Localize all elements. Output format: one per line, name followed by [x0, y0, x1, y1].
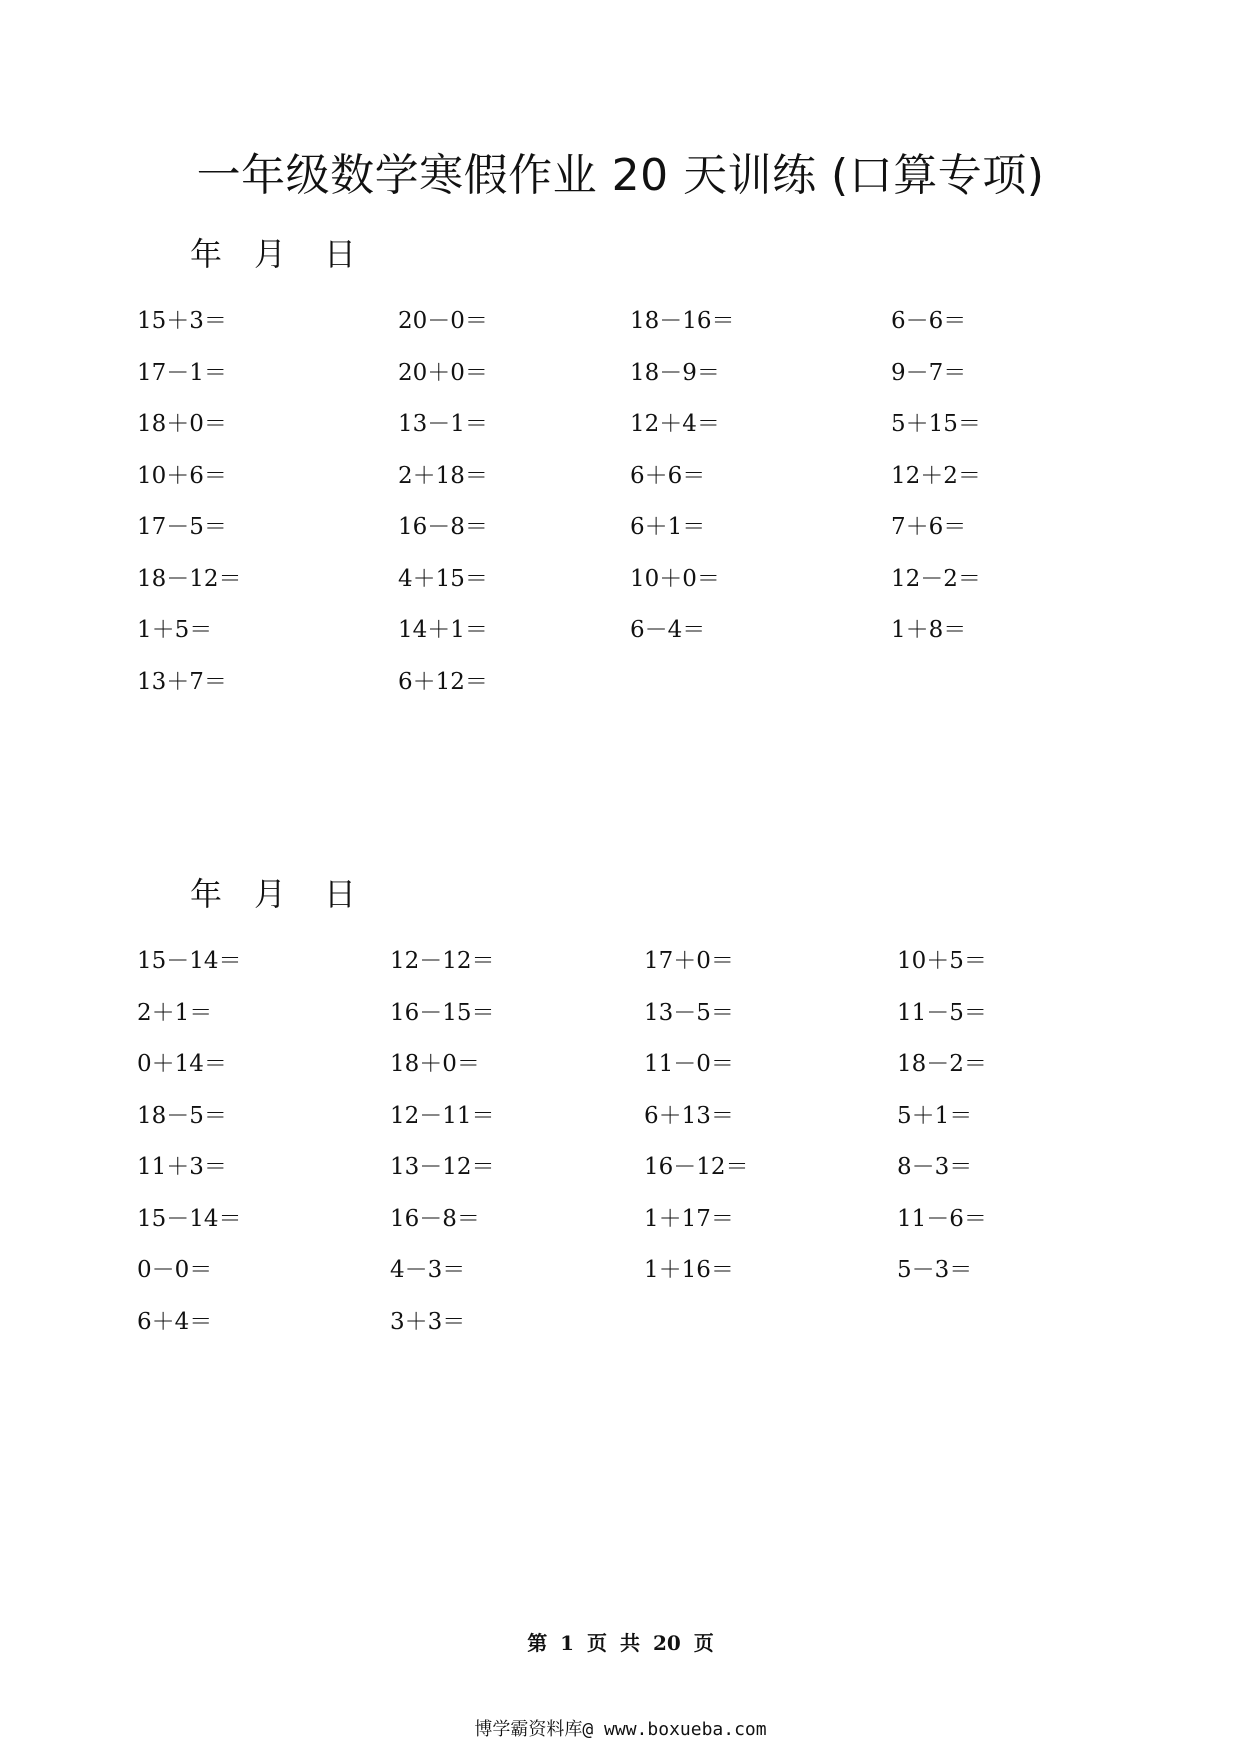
problem-item: 20＋0＝: [398, 359, 488, 386]
problem-item: 18＋0＝: [137, 411, 227, 437]
problem-item: 6＋1＝: [630, 514, 706, 540]
problem-item: 18＋0＝: [390, 1051, 480, 1077]
problem-item: 11－0＝: [644, 1051, 734, 1077]
day-label: 日: [324, 875, 357, 913]
problem-item: 15－14＝: [137, 1205, 242, 1232]
day-label: 日: [324, 235, 357, 273]
problem-item: 8－3＝: [897, 1154, 973, 1180]
month-label: 月: [254, 235, 287, 273]
problem-item: 17－5＝: [137, 514, 227, 540]
date-line: [190, 874, 356, 914]
problem-item: 1＋16＝: [644, 1257, 734, 1283]
problem-item: 0－0＝: [137, 1257, 213, 1283]
problem-item: 2＋18＝: [398, 462, 488, 489]
problem-item: 12－12＝: [390, 948, 495, 974]
problem-item: 20－0＝: [398, 308, 488, 334]
problem-item: 5＋1＝: [897, 1102, 973, 1129]
problem-item: 11＋3＝: [137, 1154, 227, 1180]
problem-item: 10＋6＝: [137, 462, 227, 489]
problem-item: 15－14＝: [137, 948, 242, 974]
problem-item: 18－5＝: [137, 1102, 227, 1129]
problem-item: 6＋13＝: [644, 1102, 734, 1129]
problem-item: 13－1＝: [398, 411, 488, 437]
month-label: 月: [254, 875, 287, 913]
problem-item: 6＋12＝: [398, 668, 488, 695]
problem-item: 13－5＝: [644, 999, 734, 1026]
problem-item: 6－6＝: [891, 308, 967, 334]
problem-item: 18－9＝: [630, 359, 720, 386]
problem-item: 6－4＝: [630, 617, 706, 643]
problem-item: 1＋17＝: [644, 1205, 734, 1232]
problem-item: 1＋5＝: [137, 617, 213, 643]
problem-item: 16－8＝: [398, 514, 488, 540]
problem-item: 18－12＝: [137, 565, 242, 592]
problem-item: 1＋8＝: [891, 617, 967, 643]
problem-item: 13＋7＝: [137, 668, 227, 695]
problem-item: 12＋2＝: [891, 462, 981, 489]
problem-item: 2＋1＝: [137, 999, 213, 1026]
page-number: 第 1 页 共 20 页: [527, 1631, 714, 1655]
year-label: 年: [190, 235, 223, 273]
problem-item: 14＋1＝: [398, 617, 488, 643]
watermark: 博学霸资料库@ www.boxueba.com: [474, 1719, 767, 1740]
problem-item: 9－7＝: [891, 359, 967, 386]
problem-item: 10＋5＝: [897, 948, 987, 974]
problem-item: 17＋0＝: [644, 948, 734, 974]
year-label: 年: [190, 875, 223, 913]
problem-item: 0＋14＝: [137, 1051, 227, 1077]
problem-item: 4＋15＝: [398, 565, 488, 592]
problem-item: 6＋6＝: [630, 462, 706, 489]
problem-item: 12－11＝: [390, 1102, 495, 1129]
problem-item: 13－12＝: [390, 1154, 495, 1180]
page-title: 一年级数学寒假作业 20 天训练 (口算专项): [196, 150, 1045, 201]
problem-item: 11－5＝: [897, 999, 987, 1026]
problem-item: 5－3＝: [897, 1257, 973, 1283]
problem-item: 18－2＝: [897, 1051, 987, 1077]
problem-item: 7＋6＝: [891, 514, 967, 540]
problem-item: 6＋4＝: [137, 1308, 213, 1335]
date-line: [190, 234, 356, 274]
problem-item: 18－16＝: [630, 308, 735, 334]
problem-item: 3＋3＝: [390, 1308, 466, 1335]
problem-item: 10＋0＝: [630, 565, 720, 592]
problem-item: 12－2＝: [891, 565, 981, 592]
problem-item: 16－15＝: [390, 999, 495, 1026]
problem-item: 5＋15＝: [891, 411, 981, 437]
problem-item: 16－8＝: [390, 1205, 480, 1232]
problem-item: 11－6＝: [897, 1205, 987, 1232]
problem-item: 12＋4＝: [630, 411, 720, 437]
problem-item: 16－12＝: [644, 1154, 749, 1180]
problem-item: 15＋3＝: [137, 308, 227, 334]
problem-item: 4－3＝: [390, 1257, 466, 1283]
problem-item: 17－1＝: [137, 359, 227, 386]
